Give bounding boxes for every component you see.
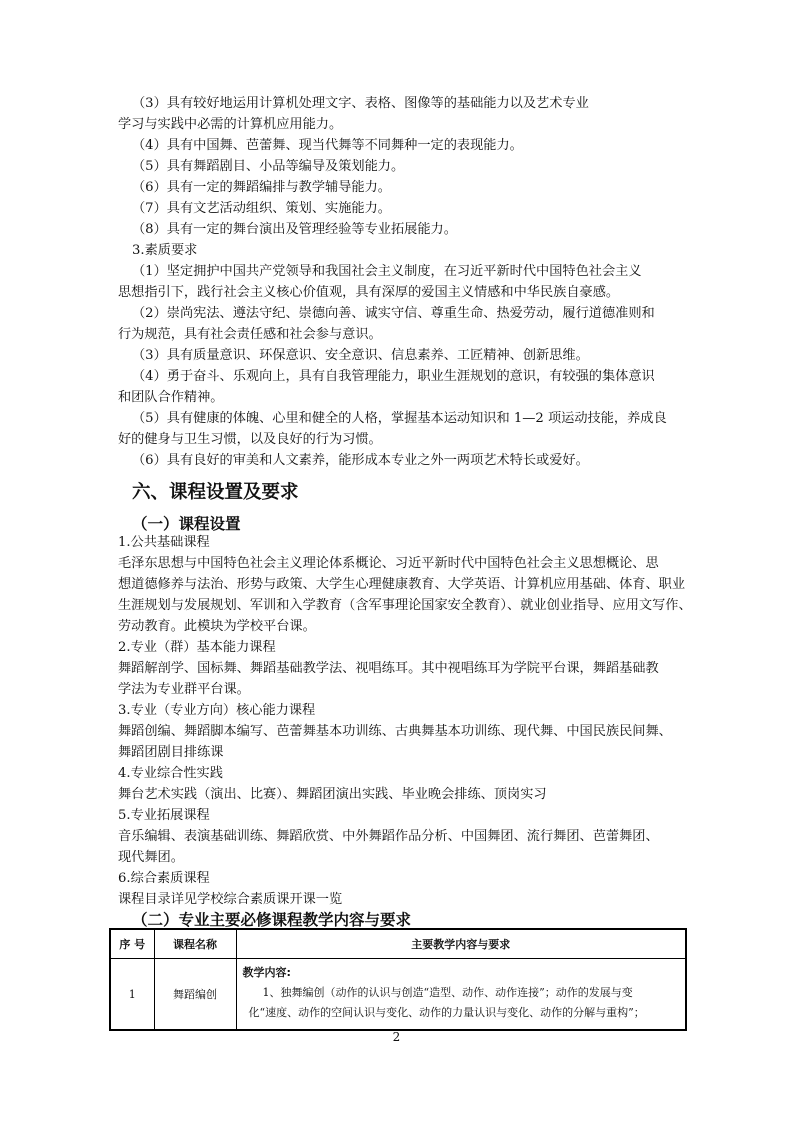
content-line: 1、独舞编创（动作的认识与创造“造型、动作、动作连接”；动作的发展与变 <box>262 986 633 999</box>
text-line: 课程目录详见学校综合素质课开课一览 <box>118 892 343 907</box>
text-line: （8）具有一定的舞台演出及管理经验等专业拓展能力。 <box>132 222 457 237</box>
text-line: （6）具有良好的审美和人文素养，能形成本专业之外一两项艺术特长或爱好。 <box>132 453 589 468</box>
course-name: 舞蹈编创 <box>154 959 236 1031</box>
text-line: （5）具有舞蹈剧目、小品等编导及策划能力。 <box>132 159 405 174</box>
row-index: 1 <box>110 959 154 1031</box>
course-category: 2.专业（群）基本能力课程 <box>118 640 276 655</box>
text-line: 学习与实践中必需的计算机应用能力。 <box>118 117 343 132</box>
text-line: 现代舞团。 <box>118 850 184 865</box>
text-line: （2）崇尚宪法、遵法守纪、崇德向善、诚实守信、尊重生命、热爱劳动，履行道德准则和 <box>132 306 655 321</box>
text-line: （6）具有一定的舞蹈编排与教学辅导能力。 <box>132 180 391 195</box>
subsection-heading: （二）专业主要必修课程教学内容与要求 <box>132 911 412 929</box>
text-line: （4）具有中国舞、芭蕾舞、现当代舞等不同舞种一定的表现能力。 <box>132 138 523 153</box>
text-line: 舞蹈团剧目排练课 <box>118 745 224 760</box>
content-line: 化“速度、动作的空间认识与变化、动作的力量认识与变化、动作的分解与重构”； <box>248 1006 645 1019</box>
course-category: 5.专业拓展课程 <box>118 808 210 823</box>
text-line: （4）勇于奋斗、乐观向上，具有自我管理能力，职业生涯规划的意识，有较强的集体意识 <box>132 369 655 384</box>
text-line: （3）具有较好地运用计算机处理文字、表格、图像等的基础能力以及艺术专业 <box>132 96 589 111</box>
text-line: 舞蹈创编、舞蹈脚本编写、芭蕾舞基本功训练、古典舞基本功训练、现代舞、中国民族民间舞、 <box>118 724 672 739</box>
course-category: 6.综合素质课程 <box>118 871 210 886</box>
column-header: 序 号 <box>110 929 154 959</box>
course-category: 3.专业（专业方向）核心能力课程 <box>118 703 316 718</box>
page-number: 2 <box>392 1030 401 1044</box>
text-line: （7）具有文艺活动组织、策划、实施能力。 <box>132 201 391 216</box>
text-line: 想道德修养与法治、形势与政策、大学生心理健康教育、大学英语、计算机应用基础、体育、职业 <box>118 577 686 592</box>
text-line: 思想指引下，践行社会主义核心价值观，具有深厚的爱国主义情感和中华民族自豪感。 <box>118 285 620 300</box>
text-line: 学法为专业群平台课。 <box>118 682 250 697</box>
text-line: 毛泽东思想与中国特色社会主义理论体系概论、习近平新时代中国特色社会主义思想概论、思 <box>118 556 659 571</box>
course-content <box>236 959 686 1031</box>
table-row <box>110 959 686 1031</box>
course-category: 4.专业综合性实践 <box>118 766 223 781</box>
course-table <box>109 928 687 1031</box>
text-line: 行为规范，具有社会责任感和社会参与意识。 <box>118 327 382 342</box>
text-line: （1）坚定拥护中国共产党领导和我国社会主义制度，在习近平新时代中国特色社会主义 <box>132 264 642 279</box>
text-line: （5）具有健康的体魄、心里和健全的人格，掌握基本运动知识和 1—2 项运动技能，养成良 <box>132 411 667 426</box>
table-header-row <box>110 929 686 959</box>
text-line: 劳动教育。此模块为学校平台课。 <box>118 619 316 634</box>
section-heading: 六、课程设置及要求 <box>132 482 299 503</box>
text-line: 好的健身与卫生习惯，以及良好的行为习惯。 <box>118 432 382 447</box>
column-header: 主要教学内容与要求 <box>236 929 686 959</box>
course-category: 1.公共基础课程 <box>118 535 210 550</box>
text-line: 舞台艺术实践（演出、比赛）、舞蹈团演出实践、毕业晚会排练、顶岗实习 <box>118 787 547 802</box>
text-line: （3）具有质量意识、环保意识、安全意识、信息素养、工匠精神、创新思维。 <box>132 348 589 363</box>
subsection-label: 3.素质要求 <box>132 243 198 258</box>
text-line: 舞蹈解剖学、国标舞、舞蹈基础教学法、视唱练耳。其中视唱练耳为学院平台课，舞蹈基础教 <box>118 661 659 676</box>
text-line: 和团队合作精神。 <box>118 390 224 405</box>
content-title: 教学内容: <box>242 966 291 979</box>
column-header: 课程名称 <box>154 929 236 959</box>
text-line: 生涯规划与发展规划、军训和入学教育（含军事理论国家安全教育）、就业创业指导、应用文写作、 <box>118 598 692 613</box>
subsection-heading: （一）课程设置 <box>132 515 241 533</box>
text-line: 音乐编辑、表演基础训练、舞蹈欣赏、中外舞蹈作品分析、中国舞团、流行舞团、芭蕾舞团、 <box>118 829 659 844</box>
